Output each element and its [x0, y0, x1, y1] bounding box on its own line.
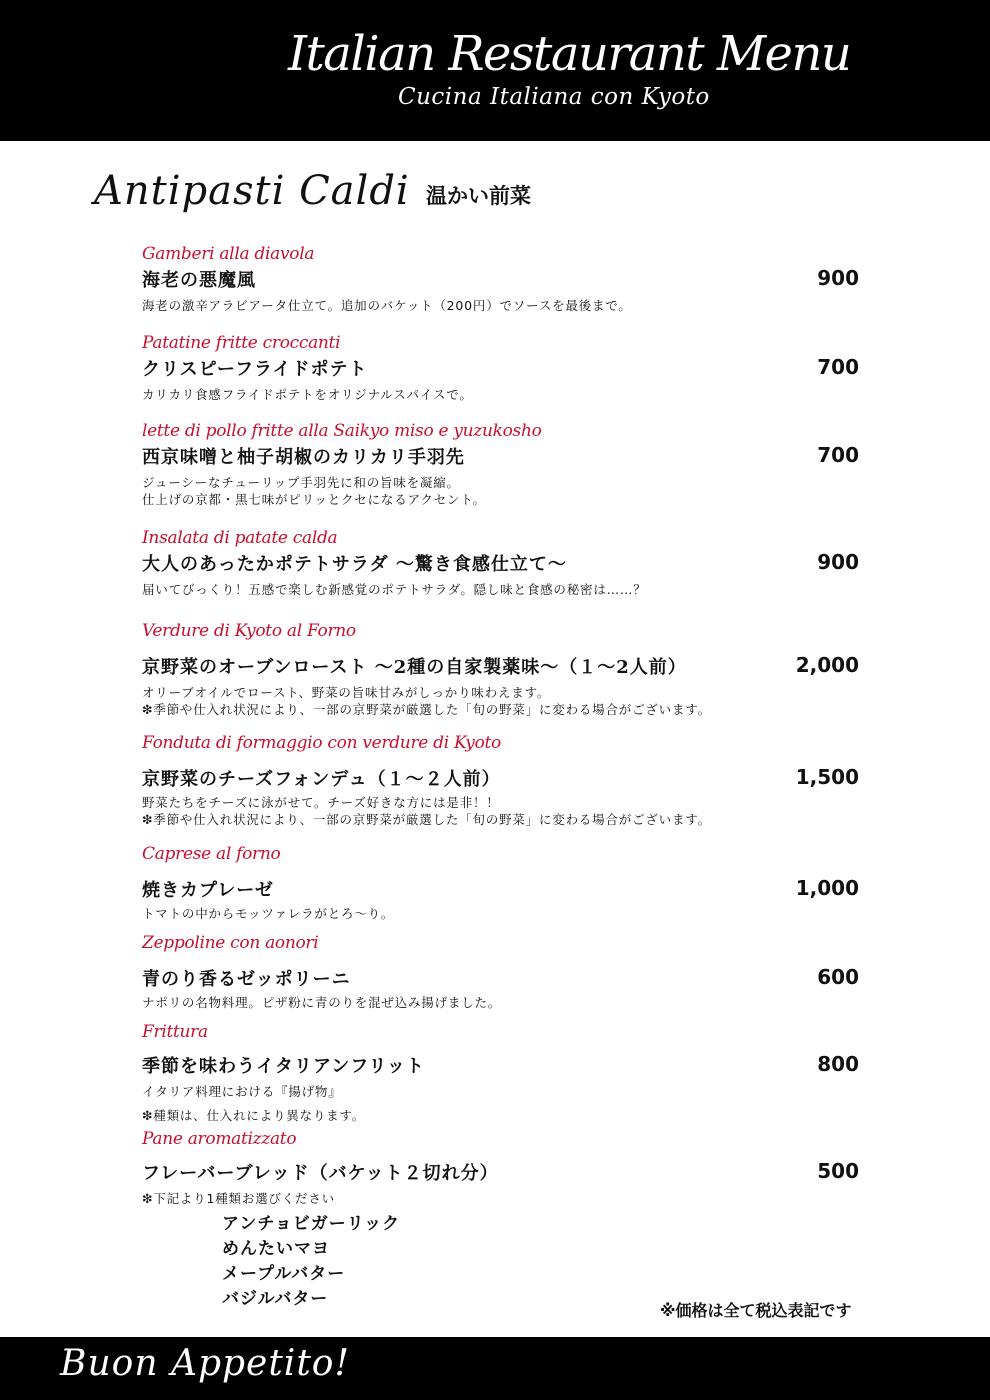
item-price: 1,000: [795, 876, 859, 900]
item-italian-name: Fonduta di formaggio con verdure di Kyoto: [142, 733, 501, 753]
menu-title: Italian Restaurant Menu: [288, 26, 851, 82]
item-description: [142, 905, 394, 922]
item-price: 700: [817, 355, 859, 379]
item-description-line: ❇︎季節や仕入れ状況により、一部の京野菜が厳選した「旬の野菜」に変わる場合がございます。: [142, 812, 711, 827]
item-price: 600: [817, 965, 859, 989]
item-italian-name: Patatine fritte croccanti: [142, 333, 341, 353]
item-description-line: オリーブオイルでロースト、野菜の旨味甘みがしっかり味わえます。: [142, 685, 551, 700]
item-italian-name: Verdure di Kyoto al Forno: [142, 621, 356, 641]
item-japanese-name: 季節を味わうイタリアンフリット: [142, 1056, 425, 1077]
item-italian-name: Insalata di patate calda: [142, 528, 338, 548]
header-band: [0, 0, 990, 141]
item-description: [142, 474, 486, 508]
item-price: 2,000: [795, 653, 859, 677]
item-description-line: 海老の激辛アラビアータ仕立て。追加のバケット（200円）でソースを最後まで。: [142, 298, 632, 313]
item-description-line: トマトの中からモッツァレラがとろ〜り。: [142, 906, 395, 921]
bread-option: バジルバター: [222, 1289, 329, 1309]
item-description: [142, 994, 501, 1011]
item-description: [142, 684, 711, 718]
item-description-line: カリカリ食感フライドポテトをオリジナルスパイスで。: [142, 387, 473, 402]
item-description-line: ジューシーなチューリップ手羽先に和の旨味を凝縮。: [142, 475, 460, 490]
item-description-line: ❇︎種類は、仕入れにより異なります。: [142, 1108, 366, 1123]
bread-option: めんたいマヨ: [222, 1239, 330, 1259]
item-price: 900: [817, 266, 859, 290]
item-description-line: イタリア料理における『揚げ物』: [142, 1084, 342, 1099]
item-japanese-name: 大人のあったかポテトサラダ ～驚き食感仕立て～: [142, 554, 567, 575]
item-description-line: 野菜たちをチーズに泳がせて。チーズ好きな方には是非！！: [142, 795, 500, 810]
item-japanese-name: 京野菜のチーズフォンデュ（１～２人前）: [142, 769, 501, 790]
item-japanese-name: 西京味噌と柚子胡椒のカリカリ手羽先: [142, 447, 465, 468]
item-description: [142, 794, 711, 828]
item-japanese-name: 青のり香るゼッポリーニ: [142, 969, 351, 990]
item-description-line: ナポリの名物料理。ピザ粉に青のりを混ぜ込み揚げました。: [142, 995, 502, 1010]
item-description-line: ❇︎下記より1種類お選びください: [142, 1191, 335, 1206]
item-japanese-name: 焼きカプレーゼ: [142, 880, 274, 901]
menu-subtitle: Cucina Italiana con Kyoto: [398, 84, 710, 110]
item-description-line: ❇︎季節や仕入れ状況により、一部の京野菜が厳選した「旬の野菜」に変わる場合がございます。: [142, 702, 711, 717]
item-italian-name: Caprese al forno: [142, 844, 281, 864]
item-japanese-name: 海老の悪魔風: [142, 270, 256, 291]
section-title-japanese: 温かい前菜: [426, 183, 531, 208]
item-price: 500: [817, 1159, 859, 1183]
item-description-line: 届いてびっくり！五感で楽しむ新感覚のポテトサラダ。隠し味と食感の秘密は……？: [142, 582, 647, 597]
item-italian-name: Frittura: [142, 1022, 208, 1042]
section-heading: [94, 164, 794, 224]
item-italian-name: Zeppoline con aonori: [142, 933, 319, 953]
item-price: 1,500: [795, 765, 859, 789]
item-italian-name: lette di pollo fritte alla Saikyo miso e yuzukosho: [142, 421, 542, 441]
tax-note: ※価格は全て税込表記です: [660, 1301, 852, 1320]
item-description: [142, 1190, 335, 1207]
item-japanese-name: フレーバーブレッド（バケット２切れ分）: [142, 1163, 499, 1184]
item-japanese-name: クリスピーフライドポテト: [142, 359, 368, 380]
item-description: [142, 386, 473, 403]
footer-signature: Buon Appetito!: [60, 1343, 350, 1384]
item-description: [142, 581, 647, 598]
item-italian-name: Pane aromatizzato: [142, 1129, 297, 1149]
bread-flavor-options: [222, 1212, 400, 1312]
item-price: 700: [817, 443, 859, 467]
item-price: 800: [817, 1052, 859, 1076]
bread-option: メープルバター: [222, 1264, 346, 1284]
item-description-line: 仕上げの京都・黒七味がピリッとクセになるアクセント。: [142, 492, 486, 507]
bread-option: アンチョビガーリック: [222, 1214, 401, 1234]
item-japanese-name: 京野菜のオーブンロースト ～2種の自家製薬味～（１～2人前）: [142, 657, 687, 678]
item-description: [142, 1083, 365, 1124]
item-description: [142, 297, 632, 314]
item-price: 900: [817, 550, 859, 574]
item-italian-name: Gamberi alla diavola: [142, 244, 315, 264]
footer-band: [0, 1337, 990, 1400]
section-title-italian: Antipasti Caldi: [94, 168, 410, 214]
